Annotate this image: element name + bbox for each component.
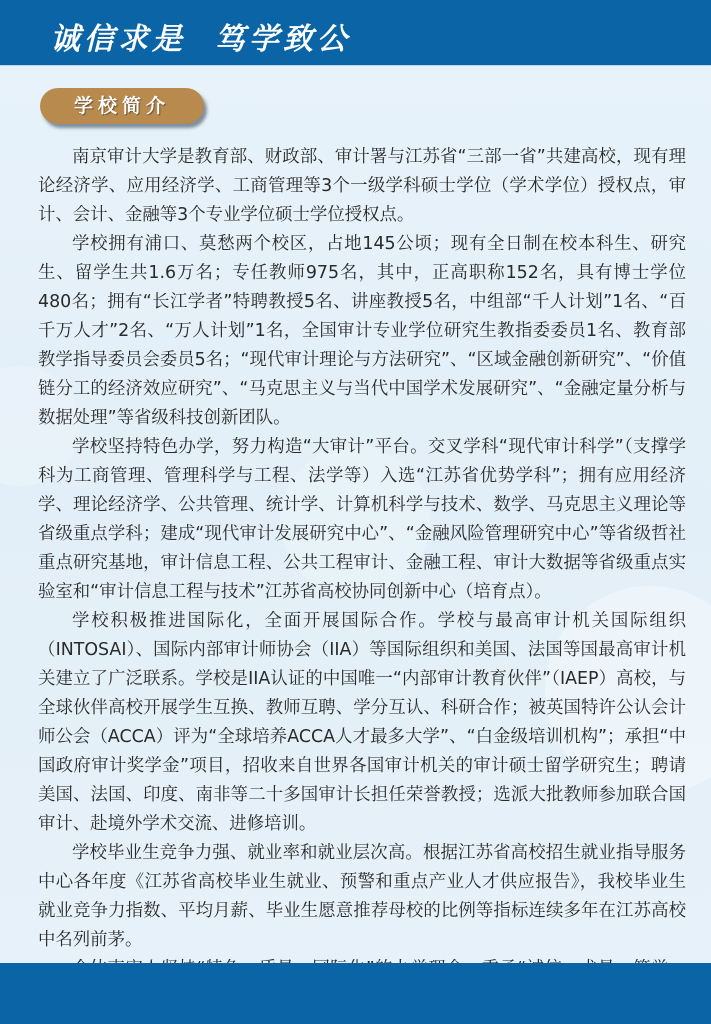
paragraph: 学校坚持特色办学，努力构造“大审计”平台。交叉学科“现代审计科学”（支撑学科为工商管理、管理科学与工程、法学等）入选“江苏省优势学科”；拥有应用经济学、理论经济学、公共管理、统计学、计算机科学与技术、数学、马克思主义理论等省级重点学科；建成“现代审计发展研究中心”、“金融风险管理研究中心”等省级哲社重点研究基地，审计信息工程、公共工程审计、金融工程、审计大数据等省级重点实验室和“审计信息工程与技术”江苏省高校协同创新中心（培育点）。	[38, 437, 686, 602]
section-title-badge: 学校简介	[40, 88, 204, 124]
paragraph: 学校毕业生竞争力强、就业率和就业层次高。根据江苏省高校招生就业指导服务中心各年度《江苏省高校毕业生就业、预警和重点产业人才供应报告》，我校毕业生就业竞争力指数、平均月薪、毕业生愿意推荐母校的比例等指标连续多年在江苏高校中名列前茅。	[38, 843, 686, 950]
paragraph: 南京审计大学是教育部、财政部、审计署与江苏省“三部一省”共建高校，现有理论经济学、应用经济学、工商管理等3个一级学科硕士学位（学术学位）授权点，审计、会计、金融等3个专业学位硕士学位授权点。	[38, 147, 686, 225]
paragraph: 学校积极推进国际化，全面开展国际合作。学校与最高审计机关国际组织（INTOSAI）、国际内部审计师协会（IIA）等国际组织和美国、法国等国最高审计机关建立了广泛联系。学校是IIA认证的中国唯一“内部审计教育伙伴”（IAEP）高校，与全球伙伴高校开展学生互换、教师互聘、学分互认、科研合作；被英国特许公认会计师公会（ACCA）评为“全球培养ACCA人才最多大学”、“白金级培训机构”；承担“中国政府审计奖学金”项目，招收来自世界各国审计机关的审计硕士留学研究生；聘请美国、法国、印度、南非等二十多国审计长担任荣誉教授；选派大批教师参加联合国审计、赴境外学术交流、进修培训。	[38, 611, 686, 834]
footer-band	[0, 963, 711, 1024]
paragraph: 学校拥有浦口、莫愁两个校区，占地145公顷；现有全日制在校本科生、研究生、留学生共1.6万名；专任教师975名，其中，正高职称152名，具有博士学位480名；拥有“长江学者”特聘教授5名、讲座教授5名，中组部“千人计划”1名、“百千万人才”2名、“万人计划”1名，全国审计专业学位研究生教指委委员1名、教育部教学指导委员会委员5名；“现代审计理论与方法研究”、“区域金融创新研究”、“价值链分工的经济效应研究”、“马克思主义与当代中国学术发展研究”、“金融定量分析与数据处理”等省级科技创新团队。	[38, 234, 687, 428]
header-banner	[0, 0, 711, 66]
school-introduction-text	[38, 143, 686, 1013]
school-motto: 诚信求是 笃学致公	[50, 22, 351, 57]
